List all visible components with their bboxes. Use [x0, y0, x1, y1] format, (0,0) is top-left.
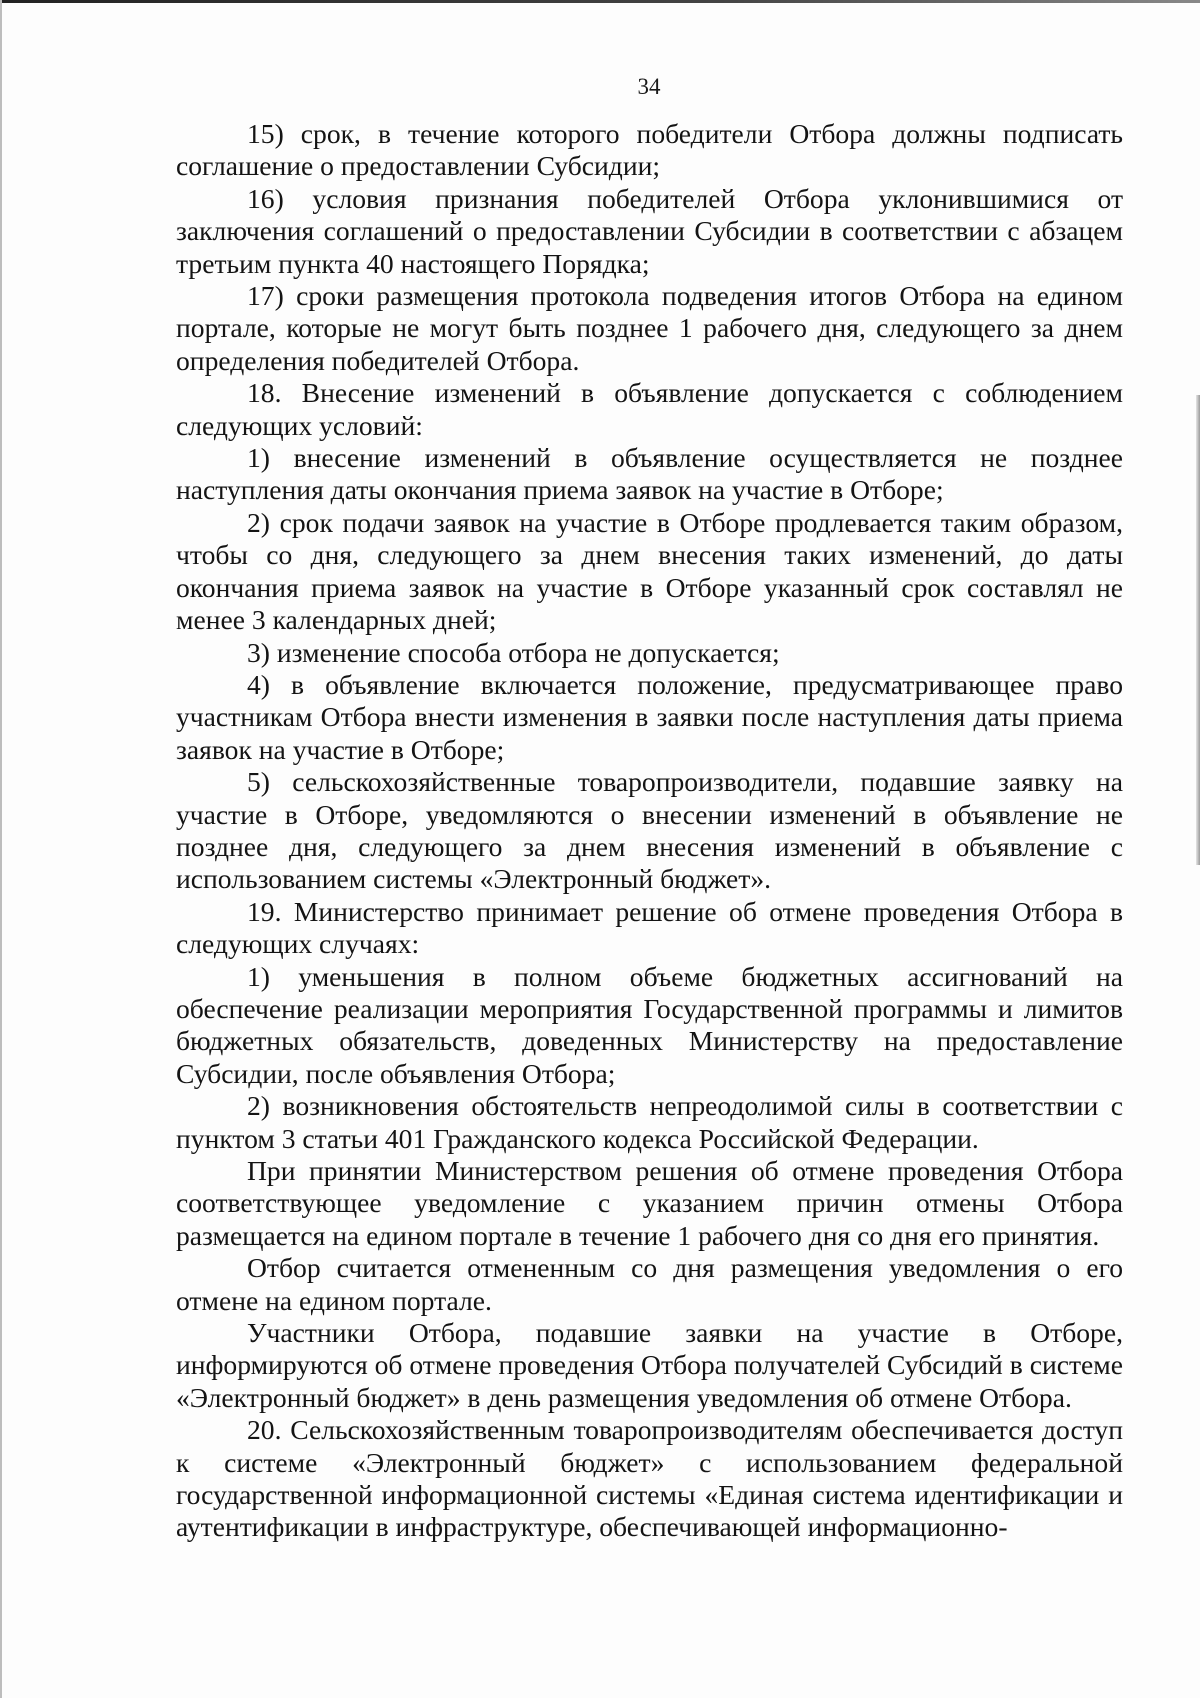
paragraph: 3) изменение способа отбора не допускается;: [247, 636, 780, 668]
paragraph: При принятии Министерством решения об отмене проведения Отбора соответствующее уведомление с указанием причин отмены Отбора размещается на едином портале в течение 1 рабочего дня со дня его принятия.: [176, 1155, 1123, 1251]
paragraph: 1) уменьшения в полном объеме бюджетных ассигнований на обеспечение реализации мероприятия Государственной программы и лимитов бюджетных обязательств, доведенных Министерству на предоставление Субсидии, после объявления Отбора;: [176, 960, 1123, 1089]
paragraph: 1) внесение изменений в объявление осуществляется не позднее наступления даты окончания приема заявок на участие в Отборе;: [176, 442, 1123, 506]
paragraph: 5) сельскохозяйственные товаропроизводители, подавшие заявку на участие в Отборе, уведомляются о внесении изменений в объявление не позднее дня, следующего за днем внесения изменений в объявление с использованием системы «Электронный бюджет».: [176, 766, 1123, 895]
paragraph: 17) сроки размещения протокола подведения итогов Отбора на едином портале, которые не могут быть позднее 1 рабочего дня, следующего за днем определения победителей Отбора.: [176, 280, 1123, 376]
paragraph: 2) возникновения обстоятельств непреодолимой силы в соответствии с пунктом 3 статьи 401 Гражданского кодекса Российской Федерации.: [176, 1090, 1123, 1154]
paragraph: 4) в объявление включается положение, предусматривающее право участникам Отбора внести изменения в заявки после наступления даты приема заявок на участие в Отборе;: [176, 668, 1123, 765]
document-body: [176, 118, 1123, 1544]
scan-left-edge: [0, 0, 2, 1698]
paragraph: Участники Отбора, подавшие заявки на участие в Отборе, информируются об отмене проведения Отбора получателей Субсидий в системе «Электронный бюджет» в день размещения уведомления об отмене Отбора.: [176, 1317, 1123, 1413]
paragraph: 20. Сельскохозяйственным товаропроизводителям обеспечивается доступ к системе «Электронный бюджет» с использованием федеральной государственной информационной системы «Единая система идентификации и аутентификации в инфраструктуре, обеспечивающей информационно-: [176, 1414, 1123, 1543]
page-number: 34: [637, 74, 661, 99]
scan-right-shadow: [1196, 395, 1200, 865]
paragraph: 16) условия признания победителей Отбора уклонившимися от заключения соглашений о предоставлении Субсидии в соответствии с абзацем третьим пункта 40 настоящего Порядка;: [176, 182, 1123, 279]
paragraph: 19. Министерство принимает решение об отмене проведения Отбора в следующих случаях:: [176, 895, 1123, 960]
paragraph: Отбор считается отмененным со дня размещения уведомления о его отмене на едином портале.: [176, 1252, 1123, 1316]
scan-top-edge: [0, 0, 1200, 3]
paragraph: 2) срок подачи заявок на участие в Отборе продлевается таким образом, чтобы со дня, следующего за днем внесения таких изменений, до даты окончания приема заявок на участие в Отборе указанный срок составлял не менее 3 календарных дней;: [176, 506, 1123, 636]
paragraph: 18. Внесение изменений в объявление допускается с соблюдением следующих условий:: [176, 377, 1123, 441]
paragraph: 15) срок, в течение которого победители Отбора должны подписать соглашение о предоставлении Субсидии;: [176, 118, 1123, 182]
